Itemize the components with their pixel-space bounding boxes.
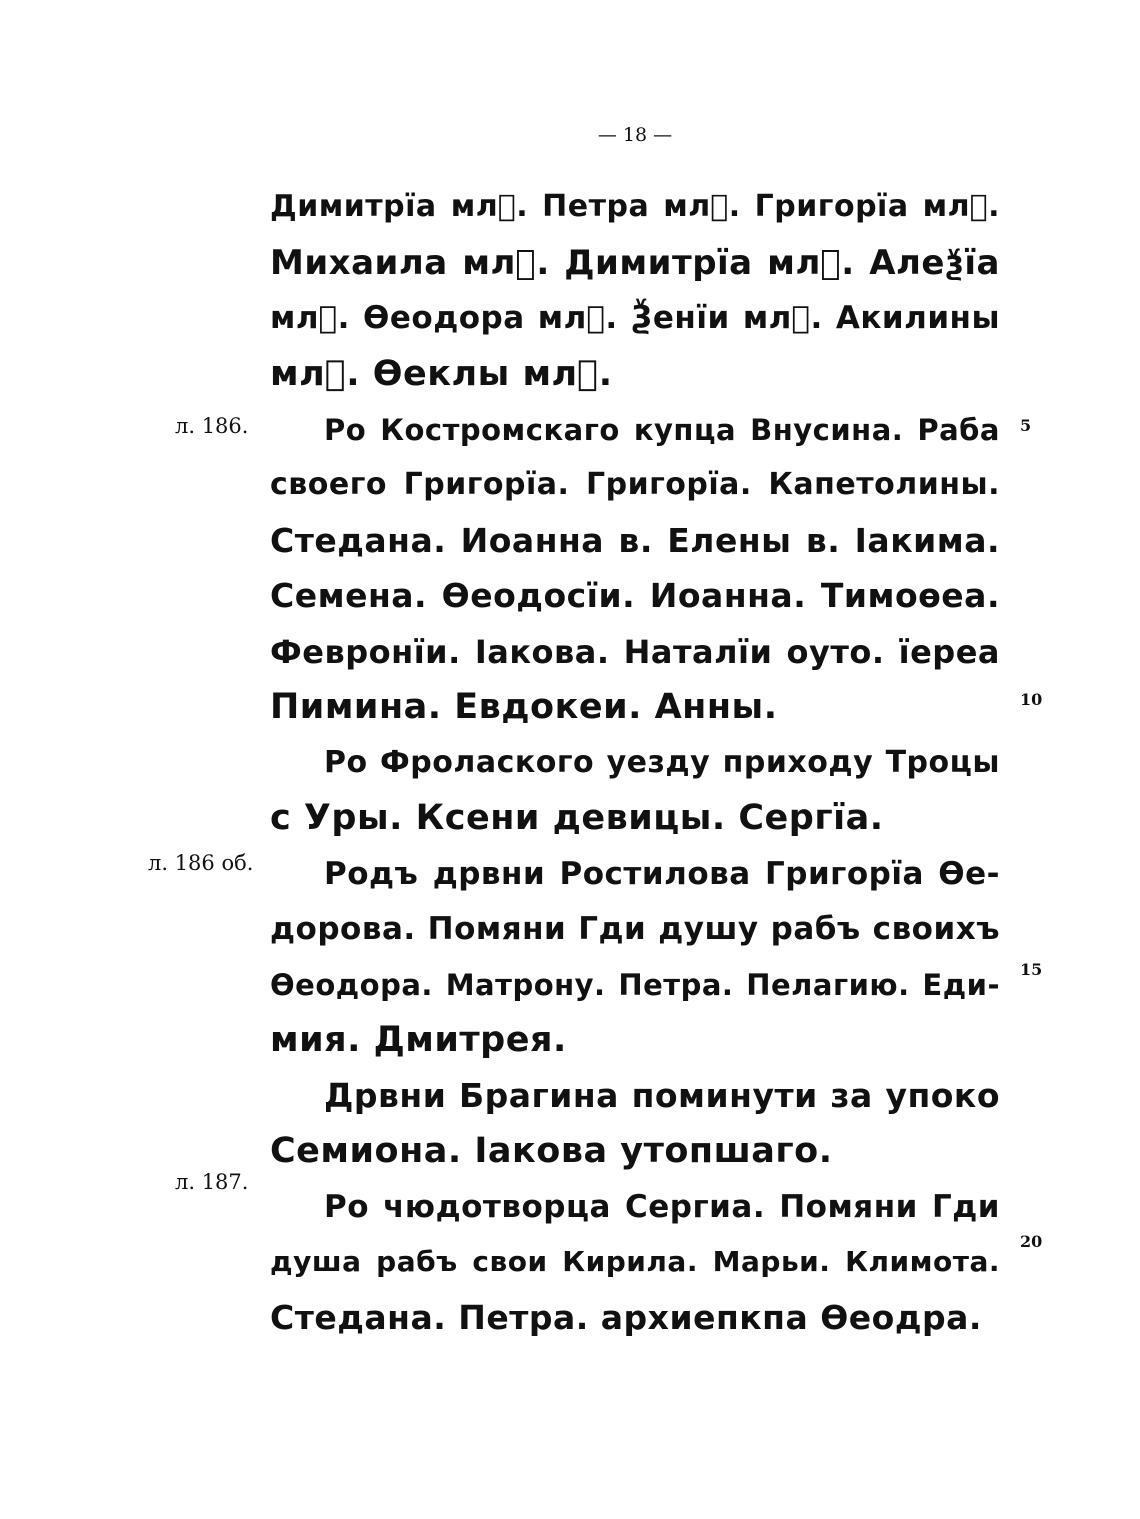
- text-line-12: с Уры. Ксени девицы. Сергїа.: [270, 798, 884, 838]
- line-number: 15: [1020, 960, 1043, 979]
- text-line-16: мия. Дмитрея.: [270, 1020, 567, 1060]
- line-number: 5: [1020, 416, 1032, 435]
- text-line-6: своего Григорїа. Григорїа. Капетолины.: [270, 467, 1000, 502]
- line-number: 10: [1020, 690, 1043, 709]
- text-line-1: Димитрїа млⷣ. Петра млⷣ. Григорїа млⷣ.: [270, 189, 1000, 224]
- text-line-5: Ро Костромскаго купца Внусина. Раба: [324, 413, 1000, 447]
- text-line-9: Февронїи. Іакова. Наталїи оуто. їереа: [270, 633, 1000, 671]
- text-line-8: Семена. Ѳеодосїи. Иоанна. Тимоѳеа.: [270, 576, 1000, 615]
- text-line-20: душа рабъ свои Кирила. Марьи. Климота.: [270, 1245, 1000, 1278]
- text-line-4: млⷣ. Ѳеклы млⷣ.: [270, 354, 613, 394]
- folio-reference: л. 186.: [175, 414, 249, 438]
- text-line-17: Дрвни Брагина поминути за упоко: [324, 1076, 1000, 1115]
- text-line-18: Семиона. Іакова утопшаго.: [270, 1131, 833, 1171]
- text-line-7: Стедана. Иоанна в. Елены в. Іакима.: [270, 521, 1000, 560]
- text-line-3: млⷣ. Ѳеодора млⷣ. Ѯенїи млⷣ. Акилины: [270, 300, 1000, 336]
- text-line-19: Ро чюдотворца Сергиа. Помяни Гди: [324, 1189, 1000, 1225]
- page-number: — 18 —: [597, 124, 673, 146]
- text-line-2: Михаила млⷣ. Димитрїа млⷣ. Алеѯїа: [270, 243, 1000, 283]
- line-number: 20: [1020, 1232, 1043, 1251]
- text-line-13: Родъ дрвни Ростилова Григорїа Ѳе-: [324, 856, 1000, 892]
- text-line-15: Ѳеодора. Матрону. Петра. Пелагию. Еди-: [270, 968, 1000, 1002]
- folio-reference: л. 186 об.: [148, 851, 254, 875]
- text-line-11: Ро Фролаского уезду приходу Троцы: [324, 745, 1000, 780]
- text-line-14: дорова. Помяни Гди душу рабъ своихъ: [270, 911, 1000, 947]
- text-line-21: Стедана. Петра. архиепкпа Ѳеодра.: [270, 1298, 982, 1337]
- text-line-10: Пимина. Евдокеи. Анны.: [270, 687, 778, 727]
- folio-reference: л. 187.: [175, 1170, 249, 1194]
